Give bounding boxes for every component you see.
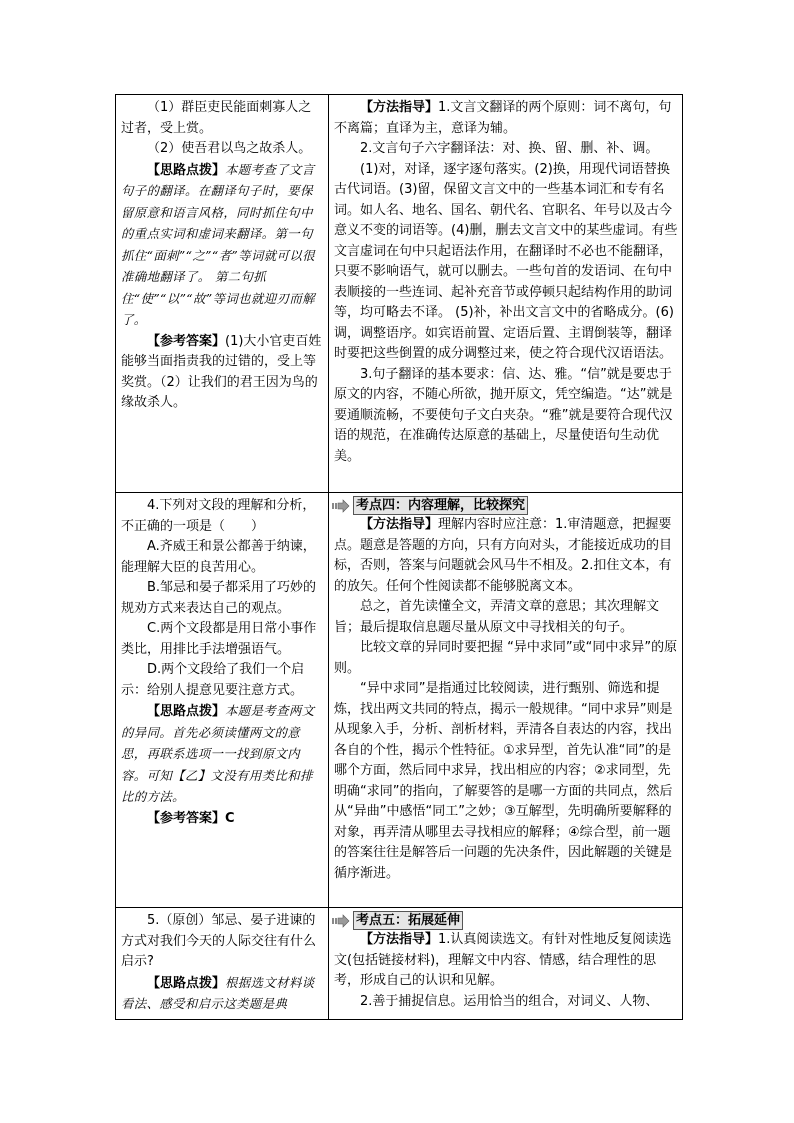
kaodian-heading [332,911,678,930]
option-b: B.邹忌和晏子都采用了巧妙的规劝方式来表达自己的观点。 [121,580,317,616]
question-cell [116,95,329,493]
hint-label: 【思路点拨】 [147,704,226,719]
hint-text: 本题考查了文言句子的翻译。在翻译句子时，要保留原意和语言风格，同时抓住句中的重点实词和虚词来翻译。第一句抓住“面刺”“之”“者”等词就可以很准确地翻译了。 第二句抓住“使”“以”“故”等词也就迎刃而解了。 [121,161,315,327]
option-d: D.两个文段给了我们一个启示：给别人提意见要注意方式。 [121,662,305,698]
question-cell [116,493,329,908]
hint-paragraph [121,973,324,1016]
method-cell [329,908,683,1020]
method-paragraph-2: 2.善于捕捉信息。运用恰当的组合，对词义、人物、 [360,993,659,1009]
method-paragraph-3: 比较文章的异同时要把握 “异中求同”或“同中求异”的原则。 [334,640,678,676]
table-row [116,493,683,908]
method-paragraph-1 [334,98,678,139]
kaodian-title: 考点四：内容理解，比较探究 [353,496,528,515]
method-cell [329,493,683,908]
hint-text: 本题是考查两文的异同。首先必须读懂两文的意思，再联系选项一一找到原文内容。可知【乙】文没有用类比和排比的方法。 [121,703,315,804]
question-5: 5.（原创）邹忌、晏子进谏的方式对我们今天的人际交往有什么启示? [121,913,317,969]
method-paragraph-1 [334,930,678,992]
question-cell [116,908,329,1020]
hint-label: 【思路点拨】 [147,162,226,178]
method-paragraph-4: 3.句子翻译的基本要求：信、达、雅。“信”就是要忠于原文的内容，不随心所欲，抛开原文，凭空编造。“达”就是要通顺流畅，不要使句子文白夹杂。“雅”就是要符合现代汉语的规范，在准确传达原意的基础上，尽量使语句生动优美。 [334,366,673,464]
answer-label: 【参考答案】 [147,333,226,349]
hint-label: 【思路点拨】 [147,975,226,991]
method-paragraph-1 [334,515,678,597]
kaodian-title: 考点五：拓展延伸 [353,911,463,930]
method-label: 【方法指导】 [360,932,439,947]
option-a: A.齐威王和景公都善于纳谏，能理解大臣的良苦用心。 [121,539,316,575]
option-c: C.两个文段都是用日常小事作类比，用排比手法增强语气。 [121,621,317,657]
answer-paragraph [121,332,324,414]
method-text: 1.文言文翻译的两个原则：词不离句，句不离篇；直译为主，意译为辅。 [334,100,672,136]
method-cell [329,95,683,493]
answer-paragraph [121,809,324,830]
method-paragraph-4: “异中求同”是指通过比较阅读，进行甄别、筛选和提炼，找出两文共同的特点，揭示一般规律。“同中求异”则是从现象入手，分析、剖析材料，弄清各自表达的内容，找出各自的个性，揭示个性特征。①求异型，首先认准“同”的是哪个方面，然后同中求异，找出相应的内容；②求同型，先明确“求同”的指向，了解要答的是哪一方面的共同点，然后从“异曲”中感悟“同工”之妙；③互解型，先明确所要解释的对象，再弄清从哪里去寻找相应的解释；④综合型，前一题的答案往往是解答后一问题的先决条件，因此解题的关键是循序渐进。 [334,681,673,881]
method-paragraph-2: 总之，首先读懂全文，弄清文章的意思；其次理解文旨；最后提取信息题尽量从原文中寻找相关的句子。 [334,599,660,635]
hint-paragraph [121,701,324,809]
method-text: 1.认真阅读选文。有针对性地反复阅读选文(包括链接材料)，理解文中内容、情感，结合理性的思考，形成自己的认识和见解。 [334,932,672,988]
method-text: 理解内容时应注意：1.审清题意，把握要点。题意是答题的方向，只有方向对头，才能接近成功的目标，否则，答案与问题就会风马牛不相及。2.扣住文本，有的放矢。任何个性阅读都不能够脱离文本。 [334,517,673,594]
arrow-right-icon [332,499,350,513]
table-row [116,95,683,493]
answer-label: 【参考答案】 [147,810,226,826]
content-table [115,94,683,1020]
answer-text: (1)大小官吏百姓能够当面指责我的过错的，受上等奖赏。（2）让我们的君王因为鸟的缘故杀人。 [121,333,322,410]
translation-question-1: （1）群臣吏民能面刺寡人之过者，受上赏。 [121,100,312,136]
hint-paragraph [121,160,324,332]
arrow-right-icon [332,914,350,928]
method-paragraph-3: (1)对，对译，逐字逐句落实。(2)换，用现代词语替换古代词语。(3)留，保留文言文中的一些基本词汇和专有名词。如人名、地名、国名、朝代名、官职名、年号以及古今意义不变的词语等。(4)删，删去文言文中的某些虚词。有些文言虚词在句中只起语法作用，在翻译时不必也不能翻译，只要不影响语气，就可以删去。一些句首的发语词、在句中表顺接的一些连词、起补充音节或停顿只起结构作用的助词等，均可略去不译。 (5)补，补出文言文中的省略成分。(6)调，调整语序。如宾语前置、定语后置、主谓倒装等，翻译时要把这些倒置的成分调整过来，使之符合现代汉语语法。 [334,161,678,361]
kaodian-heading [332,496,678,515]
translation-question-2: （2）使吾君以鸟之故杀人。 [147,141,312,156]
answer-text: C [225,810,235,826]
question-4: 4.下列对文段的理解和分析，不正确的一项是（ ） [121,498,316,534]
method-paragraph-2: 2.文言句子六字翻译法：对、换、留、删、补、调。 [360,141,659,156]
method-label: 【方法指导】 [360,100,439,115]
table-row [116,908,683,1020]
hint-text: 根据选文材料谈看法、感受和启示这类题是典 [121,974,315,1011]
method-label: 【方法指导】 [360,517,439,532]
